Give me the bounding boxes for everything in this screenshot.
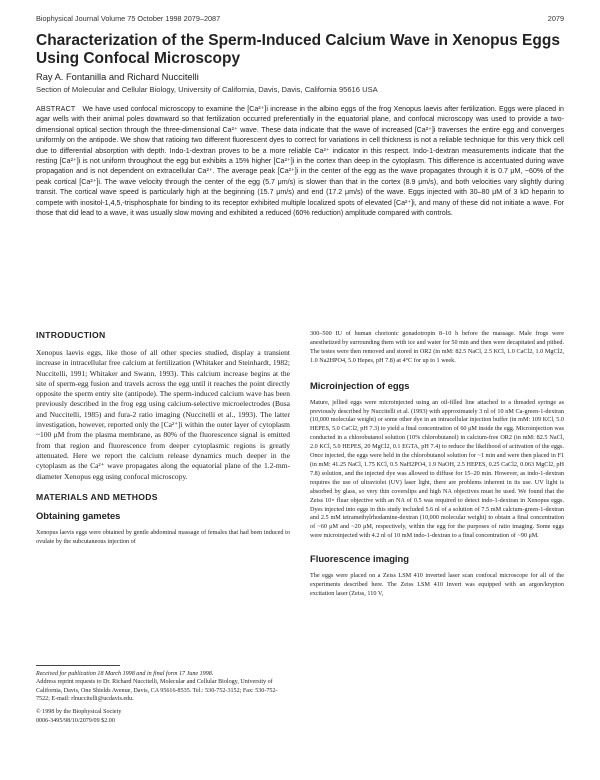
microinjection-text: Mature, jellied eggs were microinjected using an oil-filled line attached to a threaded syringe as previously described by Nuccitelli et al. (1993) with approximately 3 nl of 10 nM Ca-green-1-dextran (10,000 molecular weight) or some other dye in an intracellular injection buffer (in mM: 109 KCl, 5.0 HEPES, 5.0 CaCl2, pH 7.3) to yield a final concentration of 60 μM inside the egg. Microinjection was conducted in a chlorobutanol solution (10% chlorobutanol) in calcium-free OR2 (in mM: 82.5 NaCl, 2.0 KCl, 5.0 HEPES, 20 MgCl2, 0.1 EGTA, pH 7.4) to reduce the likelihood of activation of the eggs. Once injected, the eggs were held in the chlorobutanol solution for ~1 min and were then placed in F1 (in mM: 41.25 NaCl, 1.75 KCl, 0.5 NaH2PO4, 1.9 NaOH, 2.5 HEPES, 0.25 CaCl2, 0.063 MgCl2, pH 7.8) solution, and the injected dye was allowed to diffuse for 15–20 min. However, as indo-1-dextran requires the use of ultraviolet (UV) laser light, there are problems inherent in its use. UV light is absorbed by glass, so very thin coverslips and high NA objectives must be used. We found that the Zeiss 10× fluar objective with an NA of 0.5 was required to detect indo-1-dextran in Xenopus eggs. Dyes injected into eggs in this study included 5.6 nl of a solution of 7.5 mM calcium-green-1-dextran and 2.5 mM tetramethylrhodamine-dextran (10,000 molecular weight) to obtain a final concentration of ~60 μM and ~20 μM, respectively, within the egg for the purposes of ratio imaging. Some eggs were microinjected with 4.2 nl of 10 mM indo-1-dextran to a final concentration of ~90 μM.: [310, 398, 564, 540]
code-note: 0006-3495/98/10/2079/09 $2.00: [36, 717, 115, 724]
authors: Ray A. Fontanilla and Richard Nuccitelli: [36, 72, 199, 82]
methods-heading: MATERIALS AND METHODS: [36, 491, 158, 502]
abstract-label: ABSTRACT: [36, 105, 76, 113]
gametes-heading: Obtaining gametes: [36, 509, 121, 521]
journal-citation: Biophysical Journal Volume 75 October 1998 2079–2087: [36, 14, 221, 23]
address-note: Address reprint requests to Dr. Richard Nuccitelli, Molecular and Cellular Biology, University of California, Davis, One Shields Avenue, Davis, CA 95616-8535. Tel.: 530-752-3152; Fax: 530-752-7522; E-mail: rlnuccitelli@ucdavis.edu.: [36, 679, 278, 703]
gametes-text: Xenopus laevis eggs were obtained by gentle abdominal massage of females that had been induced to ovulate by the subcutaneous injection of: [36, 528, 290, 545]
received-note: Received for publication 18 March 1998 and in final form 17 June 1998.: [36, 670, 214, 677]
article-title: Characterization of the Sperm-Induced Calcium Wave in Xenopus Eggs Using Confocal Microscopy: [36, 32, 560, 67]
introduction-heading: INTRODUCTION: [36, 330, 106, 340]
page-number: 2079: [547, 14, 564, 23]
gametes-text-continued: 300–500 IU of human chorionic gonadotropin 8–10 h before the massage. Male frogs were anesthetized by surrounding them with ice and water for 50 min and then were decapitated and pithed. The testes were then removed and stored in OR2 (in mM: 82.5 NaCl, 2.5 KCl, 1.0 CaCl2, 1.0 MgCl2, 1.0 Na2HPO4, 5.0 Hepes, pH 7.8) at 4°C for up to 1 week.: [310, 330, 564, 364]
running-head: [36, 14, 564, 23]
microinjection-heading: Microinjection of eggs: [310, 379, 410, 391]
right-column: [310, 330, 564, 599]
abstract: [36, 104, 564, 218]
introduction-text: Xenopus laevis eggs, like those of all other species studied, display a transient increase in intracellular free calcium at fertilization (Whitaker and Steinhardt, 1982; Nuccitelli, 1991; Whitaker and Swann, 1993). This calcium increase begins at the site of sperm-egg fusion and travels across the egg until it reaches the point directly opposite the sperm entry site (antipode). The sperm-induced calcium wave has been previously described in the frog egg using calcium-selective microelectrodes (Busa and Nuccitelli, 1985) and fura-2 ratio imaging (Nuccitelli et al., 1993). The latter investigation, however, reported only the [Ca²⁺]i within the outer layer of cytoplasm ~100 μM from the plasma membrane, as 80% of the fluorescence signal is emitted from that region and fluorescence from deeper cytoplasmic regions is greatly attenuated. Here we report the calcium release dynamics much deeper in the cytoplasm as the Ca²⁺ wave propagates along the equatorial plane of the 1.2-mm-diameter Xenopus egg using confocal microscopy.: [36, 348, 290, 481]
imaging-heading: Fluorescence imaging: [310, 553, 409, 565]
left-column: [36, 330, 290, 725]
abstract-text: We have used confocal microscopy to examine the [Ca²⁺]i increase in the albino eggs of the frog Xenopus laevis after fertilization. Eggs were placed in agar wells with their animal poles downward so that fertilization occurred preferentially in the equatorial plane, and confocal microscopy was used to provide a two-dimensional optical section through the three-dimensional Ca²⁺ wave. These data indicate that the wave of increased [Ca²⁺]i traverses the entire egg and converges uniformly on the antipode. We show that ratioing two different fluorescent dyes to correct for variations in cell thickness is not a reliable technique for this very thick cell due to differential absorption with depth. Indo-1-dextran proves to be a more reliable Ca²⁺ indicator in this respect. Indo-1-dextran measurements indicate that the resting [Ca²⁺]i is not uniform throughout the egg but exhibits a 15% higher [Ca²⁺]i in the cortex than deep in the cytoplasm. This difference is accentuated during wave propagation and is not dependent on extracellular Ca²⁺. The average peak [Ca²⁺]i in the center of the egg as the wave propagates through it is 0.7 μM, ~60% of the peak cortical [Ca²⁺]i. The wave velocity through the center of the egg (5.7 μm/s) is slower than that in the cortex (8.9 μm/s), and both velocities vary slightly during transit. The cortical wave speed is particularly high at the beginning (15.7 μm/s) and end (17.2 μm/s) of the wave. Eggs injected with 30–80 μM of 3 kD heparin to compete with inositol-1,4,5,-trisphosphate for binding to its receptor exhibited multiple localized spots of elevated [Ca²⁺]i, and many of these did not initiate a wave. For those that did lead to a wave, it was usually slow moving and exhibited a reduced (60% reduction) amplitude compared with controls.: [36, 105, 564, 218]
imaging-text: The eggs were placed on a Zeiss LSM 410 inverted laser scan confocal microscope for all of the experiments described here. The Zeiss LSM 410 Invert was equipped with an argon/krypton excitation laser (Zeiss, 110 V,: [310, 572, 564, 597]
footnote-rule: [36, 665, 120, 666]
copyright-note: © 1998 by the Biophysical Society: [36, 709, 122, 716]
affiliation: Section of Molecular and Cellular Biology, University of California, Davis, Davis, California 95616 USA: [36, 85, 378, 94]
